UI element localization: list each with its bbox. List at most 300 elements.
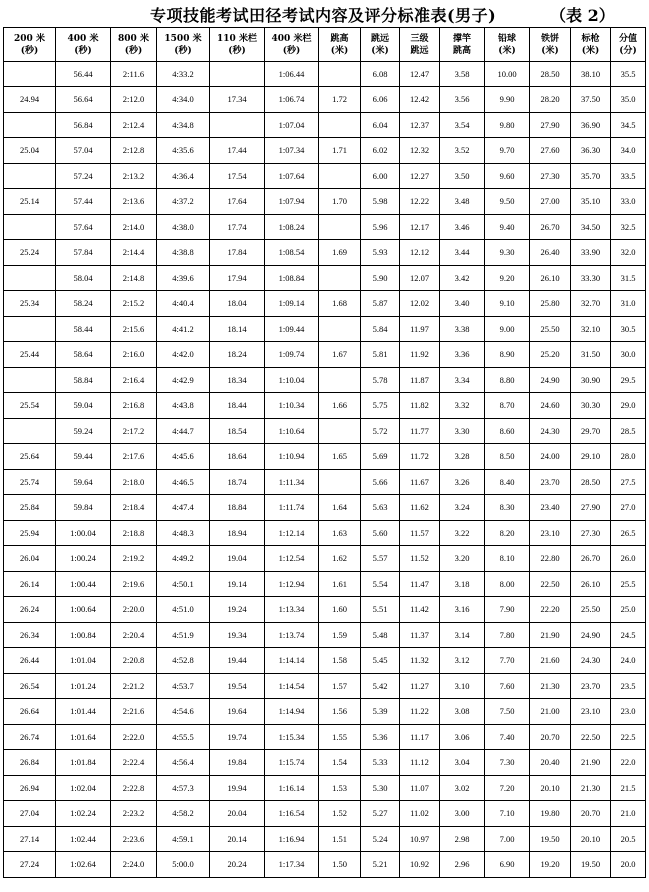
table-cell: 18.54	[210, 418, 265, 444]
table-cell: 12.27	[400, 163, 440, 189]
table-cell: 4:35.6	[157, 138, 210, 164]
table-cell: 59.84	[56, 495, 111, 521]
column-header	[4, 28, 56, 62]
table-cell: 5.48	[361, 622, 400, 648]
table-cell: 57.24	[56, 163, 111, 189]
table-cell: 2:18.8	[111, 520, 157, 546]
table-cell: 34.5	[611, 112, 646, 138]
table-cell: 4:52.8	[157, 648, 210, 674]
table-cell: 25.54	[4, 393, 56, 419]
table-cell: 38.10	[571, 62, 611, 87]
table-cell: 1.56	[319, 699, 361, 725]
table-cell: 3.56	[440, 87, 485, 113]
table-cell: 1:11.34	[265, 469, 319, 495]
table-row	[4, 571, 646, 597]
table-cell: 26.44	[4, 648, 56, 674]
table-cell: 1:12.14	[265, 520, 319, 546]
table-row	[4, 240, 646, 266]
table-row	[4, 520, 646, 546]
table-cell: 28.50	[571, 469, 611, 495]
table-cell: 4:37.2	[157, 189, 210, 215]
table-cell: 11.27	[400, 673, 440, 699]
table-cell: 1.53	[319, 775, 361, 801]
table-cell: 23.40	[530, 495, 571, 521]
table-cell: 4:47.4	[157, 495, 210, 521]
table-cell: 2:16.8	[111, 393, 157, 419]
column-header-unit: (秒)	[74, 45, 92, 56]
table-cell: 8.30	[485, 495, 530, 521]
table-cell: 2:14.0	[111, 214, 157, 240]
table-cell: 12.22	[400, 189, 440, 215]
column-header-unit: (秒)	[124, 45, 143, 56]
table-cell: 3.50	[440, 163, 485, 189]
table-cell: 1.65	[319, 444, 361, 470]
table-row	[4, 852, 646, 878]
table-cell: 1.71	[319, 138, 361, 164]
table-cell: 1:10.04	[265, 367, 319, 393]
table-cell: 17.34	[210, 87, 265, 113]
column-header-unit: (分)	[619, 45, 637, 56]
table-row	[4, 393, 646, 419]
table-cell: 12.42	[400, 87, 440, 113]
table-cell: 20.14	[210, 826, 265, 852]
table-cell: 26.70	[530, 214, 571, 240]
table-cell: 20.10	[530, 775, 571, 801]
table-cell: 4:38.8	[157, 240, 210, 266]
table-cell: 11.77	[400, 418, 440, 444]
table-cell: 20.40	[530, 750, 571, 776]
table-cell: 4:33.2	[157, 62, 210, 87]
table-cell: 1.70	[319, 189, 361, 215]
table-cell	[319, 265, 361, 291]
table-cell: 3.14	[440, 622, 485, 648]
table-cell: 20.24	[210, 852, 265, 878]
table-cell: 30.0	[611, 342, 646, 368]
table-cell: 20.0	[611, 852, 646, 878]
table-cell	[319, 316, 361, 342]
table-cell: 31.5	[611, 265, 646, 291]
table-cell: 18.04	[210, 291, 265, 317]
table-cell	[4, 163, 56, 189]
table-cell: 4:39.6	[157, 265, 210, 291]
table-cell: 34.0	[611, 138, 646, 164]
table-cell: 3.04	[440, 750, 485, 776]
table-cell: 5.39	[361, 699, 400, 725]
table-cell: 19.34	[210, 622, 265, 648]
table-cell: 4:44.7	[157, 418, 210, 444]
table-cell: 12.12	[400, 240, 440, 266]
table-cell: 18.84	[210, 495, 265, 521]
table-cell: 59.44	[56, 444, 111, 470]
column-header-name: 110 米栏	[217, 33, 257, 44]
table-cell: 2:20.0	[111, 597, 157, 623]
table-cell: 19.94	[210, 775, 265, 801]
table-cell: 21.60	[530, 648, 571, 674]
table-cell: 2:13.2	[111, 163, 157, 189]
table-cell: 4:54.6	[157, 699, 210, 725]
table-cell: 1:07.04	[265, 112, 319, 138]
table-cell: 20.70	[530, 724, 571, 750]
column-header-name: 铅球	[497, 33, 516, 44]
table-cell: 17.44	[210, 138, 265, 164]
table-cell: 5.45	[361, 648, 400, 674]
table-cell: 11.07	[400, 775, 440, 801]
table-cell: 12.47	[400, 62, 440, 87]
table-row	[4, 214, 646, 240]
table-cell: 19.20	[530, 852, 571, 878]
table-cell: 9.70	[485, 138, 530, 164]
table-cell: 22.0	[611, 750, 646, 776]
table-cell: 2:17.2	[111, 418, 157, 444]
table-cell: 11.22	[400, 699, 440, 725]
table-cell: 28.5	[611, 418, 646, 444]
table-cell: 4:40.4	[157, 291, 210, 317]
table-cell: 36.30	[571, 138, 611, 164]
table-cell: 2:22.8	[111, 775, 157, 801]
column-header-name: 跳高	[330, 33, 349, 44]
table-cell: 4:55.5	[157, 724, 210, 750]
table-cell: 25.44	[4, 342, 56, 368]
table-cell: 29.70	[571, 418, 611, 444]
table-cell: 2:20.4	[111, 622, 157, 648]
table-cell: 19.84	[210, 750, 265, 776]
table-row	[4, 367, 646, 393]
table-cell: 3.54	[440, 112, 485, 138]
table-cell: 17.54	[210, 163, 265, 189]
table-cell: 18.74	[210, 469, 265, 495]
table-cell: 1:01.84	[56, 750, 111, 776]
table-cell: 2:24.0	[111, 852, 157, 878]
table-cell: 33.90	[571, 240, 611, 266]
table-cell: 20.70	[571, 801, 611, 827]
table-cell: 25.14	[4, 189, 56, 215]
table-cell: 8.60	[485, 418, 530, 444]
table-cell: 17.74	[210, 214, 265, 240]
table-cell: 23.70	[571, 673, 611, 699]
table-cell: 3.16	[440, 597, 485, 623]
table-cell: 28.20	[530, 87, 571, 113]
table-cell: 1:01.04	[56, 648, 111, 674]
table-cell: 2:19.2	[111, 546, 157, 572]
table-cell: 1:10.94	[265, 444, 319, 470]
table-cell: 11.42	[400, 597, 440, 623]
table-cell: 32.10	[571, 316, 611, 342]
column-header-unit: (米)	[541, 45, 559, 56]
table-row	[4, 724, 646, 750]
table-cell: 22.80	[530, 546, 571, 572]
table-cell: 1.55	[319, 724, 361, 750]
table-row	[4, 189, 646, 215]
table-cell: 1:17.34	[265, 852, 319, 878]
table-cell: 1:01.64	[56, 724, 111, 750]
table-cell: 25.0	[611, 597, 646, 623]
table-cell: 57.44	[56, 189, 111, 215]
column-header	[485, 28, 530, 62]
table-cell: 4:34.8	[157, 112, 210, 138]
table-cell: 1:14.54	[265, 673, 319, 699]
table-cell: 1:07.64	[265, 163, 319, 189]
table-cell: 26.70	[571, 546, 611, 572]
table-row	[4, 622, 646, 648]
table-cell: 26.5	[611, 520, 646, 546]
table-cell: 58.84	[56, 367, 111, 393]
table-cell	[319, 367, 361, 393]
table-cell: 17.84	[210, 240, 265, 266]
table-cell: 32.5	[611, 214, 646, 240]
table-cell: 3.18	[440, 571, 485, 597]
table-cell: 37.50	[571, 87, 611, 113]
table-cell	[319, 418, 361, 444]
table-cell: 1.72	[319, 87, 361, 113]
table-cell: 28.0	[611, 444, 646, 470]
table-cell: 32.70	[571, 291, 611, 317]
table-cell	[319, 469, 361, 495]
table-cell: 12.02	[400, 291, 440, 317]
table-cell: 25.50	[530, 316, 571, 342]
table-cell: 5.36	[361, 724, 400, 750]
table-cell: 9.20	[485, 265, 530, 291]
table-row	[4, 597, 646, 623]
table-cell: 27.90	[530, 112, 571, 138]
table-cell: 3.22	[440, 520, 485, 546]
column-header	[56, 28, 111, 62]
table-cell: 4:45.6	[157, 444, 210, 470]
table-cell: 3.34	[440, 367, 485, 393]
table-cell: 8.10	[485, 546, 530, 572]
table-cell: 10.92	[400, 852, 440, 878]
table-cell: 2:22.0	[111, 724, 157, 750]
table-cell: 7.50	[485, 699, 530, 725]
table-cell: 12.17	[400, 214, 440, 240]
table-cell: 24.90	[530, 367, 571, 393]
table-cell: 2:13.6	[111, 189, 157, 215]
column-header-unit: (米)	[371, 45, 389, 56]
table-cell: 5.84	[361, 316, 400, 342]
table-cell: 8.90	[485, 342, 530, 368]
table-cell: 27.30	[530, 163, 571, 189]
table-cell: 5.72	[361, 418, 400, 444]
table-cell: 26.74	[4, 724, 56, 750]
table-cell: 23.5	[611, 673, 646, 699]
table-cell: 26.04	[4, 546, 56, 572]
table-cell: 1:00.44	[56, 571, 111, 597]
table-row	[4, 826, 646, 852]
table-cell: 9.00	[485, 316, 530, 342]
table-cell: 1.59	[319, 622, 361, 648]
table-cell: 1:02.64	[56, 852, 111, 878]
column-header-name: 铁饼	[540, 33, 559, 44]
table-cell: 3.00	[440, 801, 485, 827]
table-cell: 4:59.1	[157, 826, 210, 852]
table-cell: 8.50	[485, 444, 530, 470]
table-cell: 24.0	[611, 648, 646, 674]
table-cell: 1:09.14	[265, 291, 319, 317]
table-cell	[319, 62, 361, 87]
table-cell: 20.04	[210, 801, 265, 827]
table-cell: 1:10.64	[265, 418, 319, 444]
table-row	[4, 444, 646, 470]
column-header-unit: (米)	[581, 45, 600, 56]
table-cell: 2:21.6	[111, 699, 157, 725]
table-cell: 27.0	[611, 495, 646, 521]
table-cell: 1.50	[319, 852, 361, 878]
column-header-name: 三级	[410, 33, 429, 44]
table-cell: 19.50	[571, 852, 611, 878]
table-cell: 5.54	[361, 571, 400, 597]
table-cell: 7.10	[485, 801, 530, 827]
table-cell: 11.52	[400, 546, 440, 572]
column-header-name: 标枪	[581, 33, 600, 44]
column-header	[530, 28, 571, 62]
table-number: （表 2）	[550, 6, 615, 25]
column-header	[361, 28, 400, 62]
table-cell: 3.40	[440, 291, 485, 317]
table-cell: 24.5	[611, 622, 646, 648]
table-row	[4, 163, 646, 189]
table-cell: 23.70	[530, 469, 571, 495]
table-cell: 2:12.0	[111, 87, 157, 113]
table-cell: 11.12	[400, 750, 440, 776]
table-cell: 5.93	[361, 240, 400, 266]
table-cell: 1:13.34	[265, 597, 319, 623]
table-cell: 4:34.0	[157, 87, 210, 113]
table-cell: 26.40	[530, 240, 571, 266]
column-header	[400, 28, 440, 62]
table-cell: 3.06	[440, 724, 485, 750]
column-header-unit: 跳高	[452, 45, 471, 56]
table-cell: 33.0	[611, 189, 646, 215]
table-cell: 30.30	[571, 393, 611, 419]
table-cell: 7.20	[485, 775, 530, 801]
table-cell: 1.64	[319, 495, 361, 521]
table-cell: 3.10	[440, 673, 485, 699]
table-cell: 7.30	[485, 750, 530, 776]
table-cell: 4:53.7	[157, 673, 210, 699]
column-header-unit: (秒)	[174, 45, 192, 56]
table-row	[4, 775, 646, 801]
table-row	[4, 546, 646, 572]
table-cell: 25.50	[571, 597, 611, 623]
scoring-table	[3, 27, 646, 878]
table-cell: 23.10	[530, 520, 571, 546]
table-cell: 6.08	[361, 62, 400, 87]
table-cell: 28.50	[530, 62, 571, 87]
table-row	[4, 469, 646, 495]
table-cell: 5.51	[361, 597, 400, 623]
table-cell: 20.10	[571, 826, 611, 852]
table-cell: 3.44	[440, 240, 485, 266]
table-cell: 1.57	[319, 673, 361, 699]
table-row	[4, 750, 646, 776]
table-cell: 12.07	[400, 265, 440, 291]
table-cell: 5.96	[361, 214, 400, 240]
table-cell: 27.5	[611, 469, 646, 495]
table-row	[4, 62, 646, 87]
table-cell	[4, 418, 56, 444]
table-cell: 21.30	[571, 775, 611, 801]
table-cell: 19.64	[210, 699, 265, 725]
column-header	[319, 28, 361, 62]
table-cell: 22.5	[611, 724, 646, 750]
table-row	[4, 801, 646, 827]
table-cell: 59.24	[56, 418, 111, 444]
table-cell: 11.32	[400, 648, 440, 674]
column-header-unit: (秒)	[20, 45, 39, 56]
table-cell: 9.50	[485, 189, 530, 215]
table-cell: 29.5	[611, 367, 646, 393]
table-cell: 4:51.9	[157, 622, 210, 648]
table-cell: 9.10	[485, 291, 530, 317]
table-cell: 27.14	[4, 826, 56, 852]
table-cell: 30.5	[611, 316, 646, 342]
table-cell	[4, 316, 56, 342]
table-cell: 1:12.54	[265, 546, 319, 572]
table-cell: 1.63	[319, 520, 361, 546]
table-cell: 1:15.74	[265, 750, 319, 776]
table-cell: 5.60	[361, 520, 400, 546]
table-cell: 2:15.2	[111, 291, 157, 317]
table-cell: 56.84	[56, 112, 111, 138]
table-cell: 11.87	[400, 367, 440, 393]
table-cell: 11.57	[400, 520, 440, 546]
table-cell	[4, 265, 56, 291]
table-cell: 25.84	[4, 495, 56, 521]
table-cell: 33.30	[571, 265, 611, 291]
table-cell: 56.64	[56, 87, 111, 113]
table-cell: 19.24	[210, 597, 265, 623]
table-cell: 25.64	[4, 444, 56, 470]
table-cell: 8.20	[485, 520, 530, 546]
column-header	[611, 28, 646, 62]
table-cell: 5.63	[361, 495, 400, 521]
table-cell: 30.90	[571, 367, 611, 393]
table-cell: 5.27	[361, 801, 400, 827]
table-cell: 1:02.44	[56, 826, 111, 852]
table-cell: 11.67	[400, 469, 440, 495]
table-cell: 5.33	[361, 750, 400, 776]
table-cell: 4:49.2	[157, 546, 210, 572]
table-cell: 57.64	[56, 214, 111, 240]
table-cell: 5.78	[361, 367, 400, 393]
table-cell: 58.24	[56, 291, 111, 317]
column-header-name: 跳远	[370, 33, 389, 44]
table-cell: 5.81	[361, 342, 400, 368]
table-cell: 2:15.6	[111, 316, 157, 342]
table-cell: 25.94	[4, 520, 56, 546]
table-cell: 3.36	[440, 342, 485, 368]
table-cell: 23.10	[571, 699, 611, 725]
table-body	[4, 62, 646, 878]
table-cell: 1:01.44	[56, 699, 111, 725]
table-cell: 19.50	[530, 826, 571, 852]
table-cell: 26.10	[530, 265, 571, 291]
table-row	[4, 673, 646, 699]
column-header	[210, 28, 265, 62]
table-cell: 58.04	[56, 265, 111, 291]
table-cell: 18.64	[210, 444, 265, 470]
table-cell: 34.50	[571, 214, 611, 240]
table-cell: 2:20.8	[111, 648, 157, 674]
table-cell: 3.26	[440, 469, 485, 495]
table-cell: 5.57	[361, 546, 400, 572]
table-cell: 18.14	[210, 316, 265, 342]
table-cell	[4, 367, 56, 393]
table-cell: 2:12.4	[111, 112, 157, 138]
table-row	[4, 342, 646, 368]
table-cell: 21.90	[571, 750, 611, 776]
table-cell: 26.14	[4, 571, 56, 597]
table-cell: 3.38	[440, 316, 485, 342]
